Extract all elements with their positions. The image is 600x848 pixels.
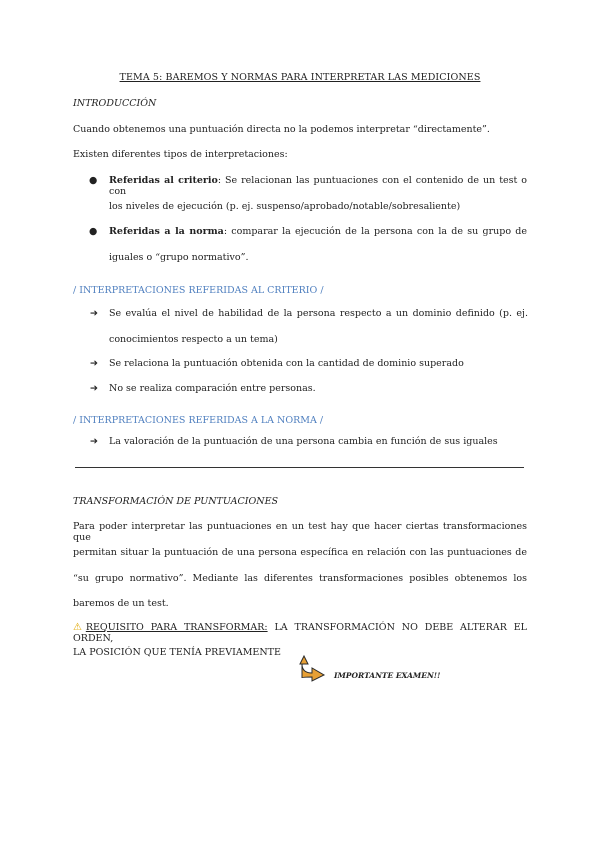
bullet-dot-icon: ● xyxy=(89,226,98,237)
bullet-line xyxy=(109,226,527,237)
bullet-continuation: iguales o “grupo normativo”. xyxy=(109,252,249,263)
important-exam-note: IMPORTANTE EXAMEN!! xyxy=(334,671,441,680)
requisito-text: LA TRANSFORMACIÓN NO DEBE ALTERAR EL ORDEN, xyxy=(73,622,527,644)
section-heading-norma: / INTERPRETACIONES REFERIDAS A LA NORMA / xyxy=(73,415,324,426)
arrow-right-icon: ➔ xyxy=(90,308,98,319)
section-introduccion: INTRODUCCIÓN xyxy=(73,98,157,109)
curved-arrow-icon xyxy=(298,654,328,682)
bullet-term: Referidas al criterio xyxy=(109,175,218,186)
paragraph-line: baremos de un test. xyxy=(73,598,169,609)
requisito-continuation: LA POSICIÓN QUE TENÍA PREVIAMENTE xyxy=(73,647,281,658)
bullet-dot-icon: ● xyxy=(89,175,98,186)
requisito-label: REQUISITO PARA TRANSFORMAR: xyxy=(85,622,268,633)
arrow-right-icon: ➔ xyxy=(90,358,98,369)
warning-icon: ⚠ xyxy=(73,622,86,633)
arrow-line: Se relaciona la puntuación obtenida con la cantidad de dominio superado xyxy=(109,358,464,369)
intro-paragraph-2: Existen diferentes tipos de interpretaciones: xyxy=(73,149,288,160)
horizontal-divider xyxy=(75,467,524,468)
bullet-desc: : comparar la ejecución de la persona con la de su grupo de xyxy=(223,226,527,237)
arrow-right-icon: ➔ xyxy=(90,383,98,394)
document-title: TEMA 5: BAREMOS Y NORMAS PARA INTERPRETAR LAS MEDICIONES xyxy=(119,72,481,83)
bullet-line xyxy=(109,175,527,197)
arrow-line: La valoración de la puntuación de una persona cambia en función de sus iguales xyxy=(109,436,498,447)
bullet-term: Referidas a la norma xyxy=(109,226,224,237)
arrow-right-icon: ➔ xyxy=(90,436,98,447)
arrow-line: Se evalúa el nivel de habilidad de la persona respecto a un dominio definido (p. ej. xyxy=(109,308,528,319)
intro-paragraph-1: Cuando obtenemos una puntuación directa no la podemos interpretar “directamente”. xyxy=(73,124,490,135)
section-heading-criterio: / INTERPRETACIONES REFERIDAS AL CRITERIO / xyxy=(73,285,324,296)
arrow-line: No se realiza comparación entre personas. xyxy=(109,383,316,394)
arrow-continuation: conocimientos respecto a un tema) xyxy=(109,334,278,345)
paragraph-line: “su grupo normativo”. Mediante las diferentes transformaciones posibles obtenemos los xyxy=(73,573,527,584)
requisito-line xyxy=(73,622,527,644)
bullet-desc: : Se relacionan las puntuaciones con el contenido de un test o con xyxy=(109,175,528,197)
paragraph-line: permitan situar la puntuación de una persona específica en relación con las puntuaciones de xyxy=(73,547,527,558)
bullet-continuation: los niveles de ejecución (p. ej. suspenso/aprobado/notable/sobresaliente) xyxy=(109,201,461,212)
section-transformacion: TRANSFORMACIÓN DE PUNTUACIONES xyxy=(73,496,279,507)
paragraph-line: Para poder interpretar las puntuaciones en un test hay que hacer ciertas transformaciones que xyxy=(73,521,527,543)
